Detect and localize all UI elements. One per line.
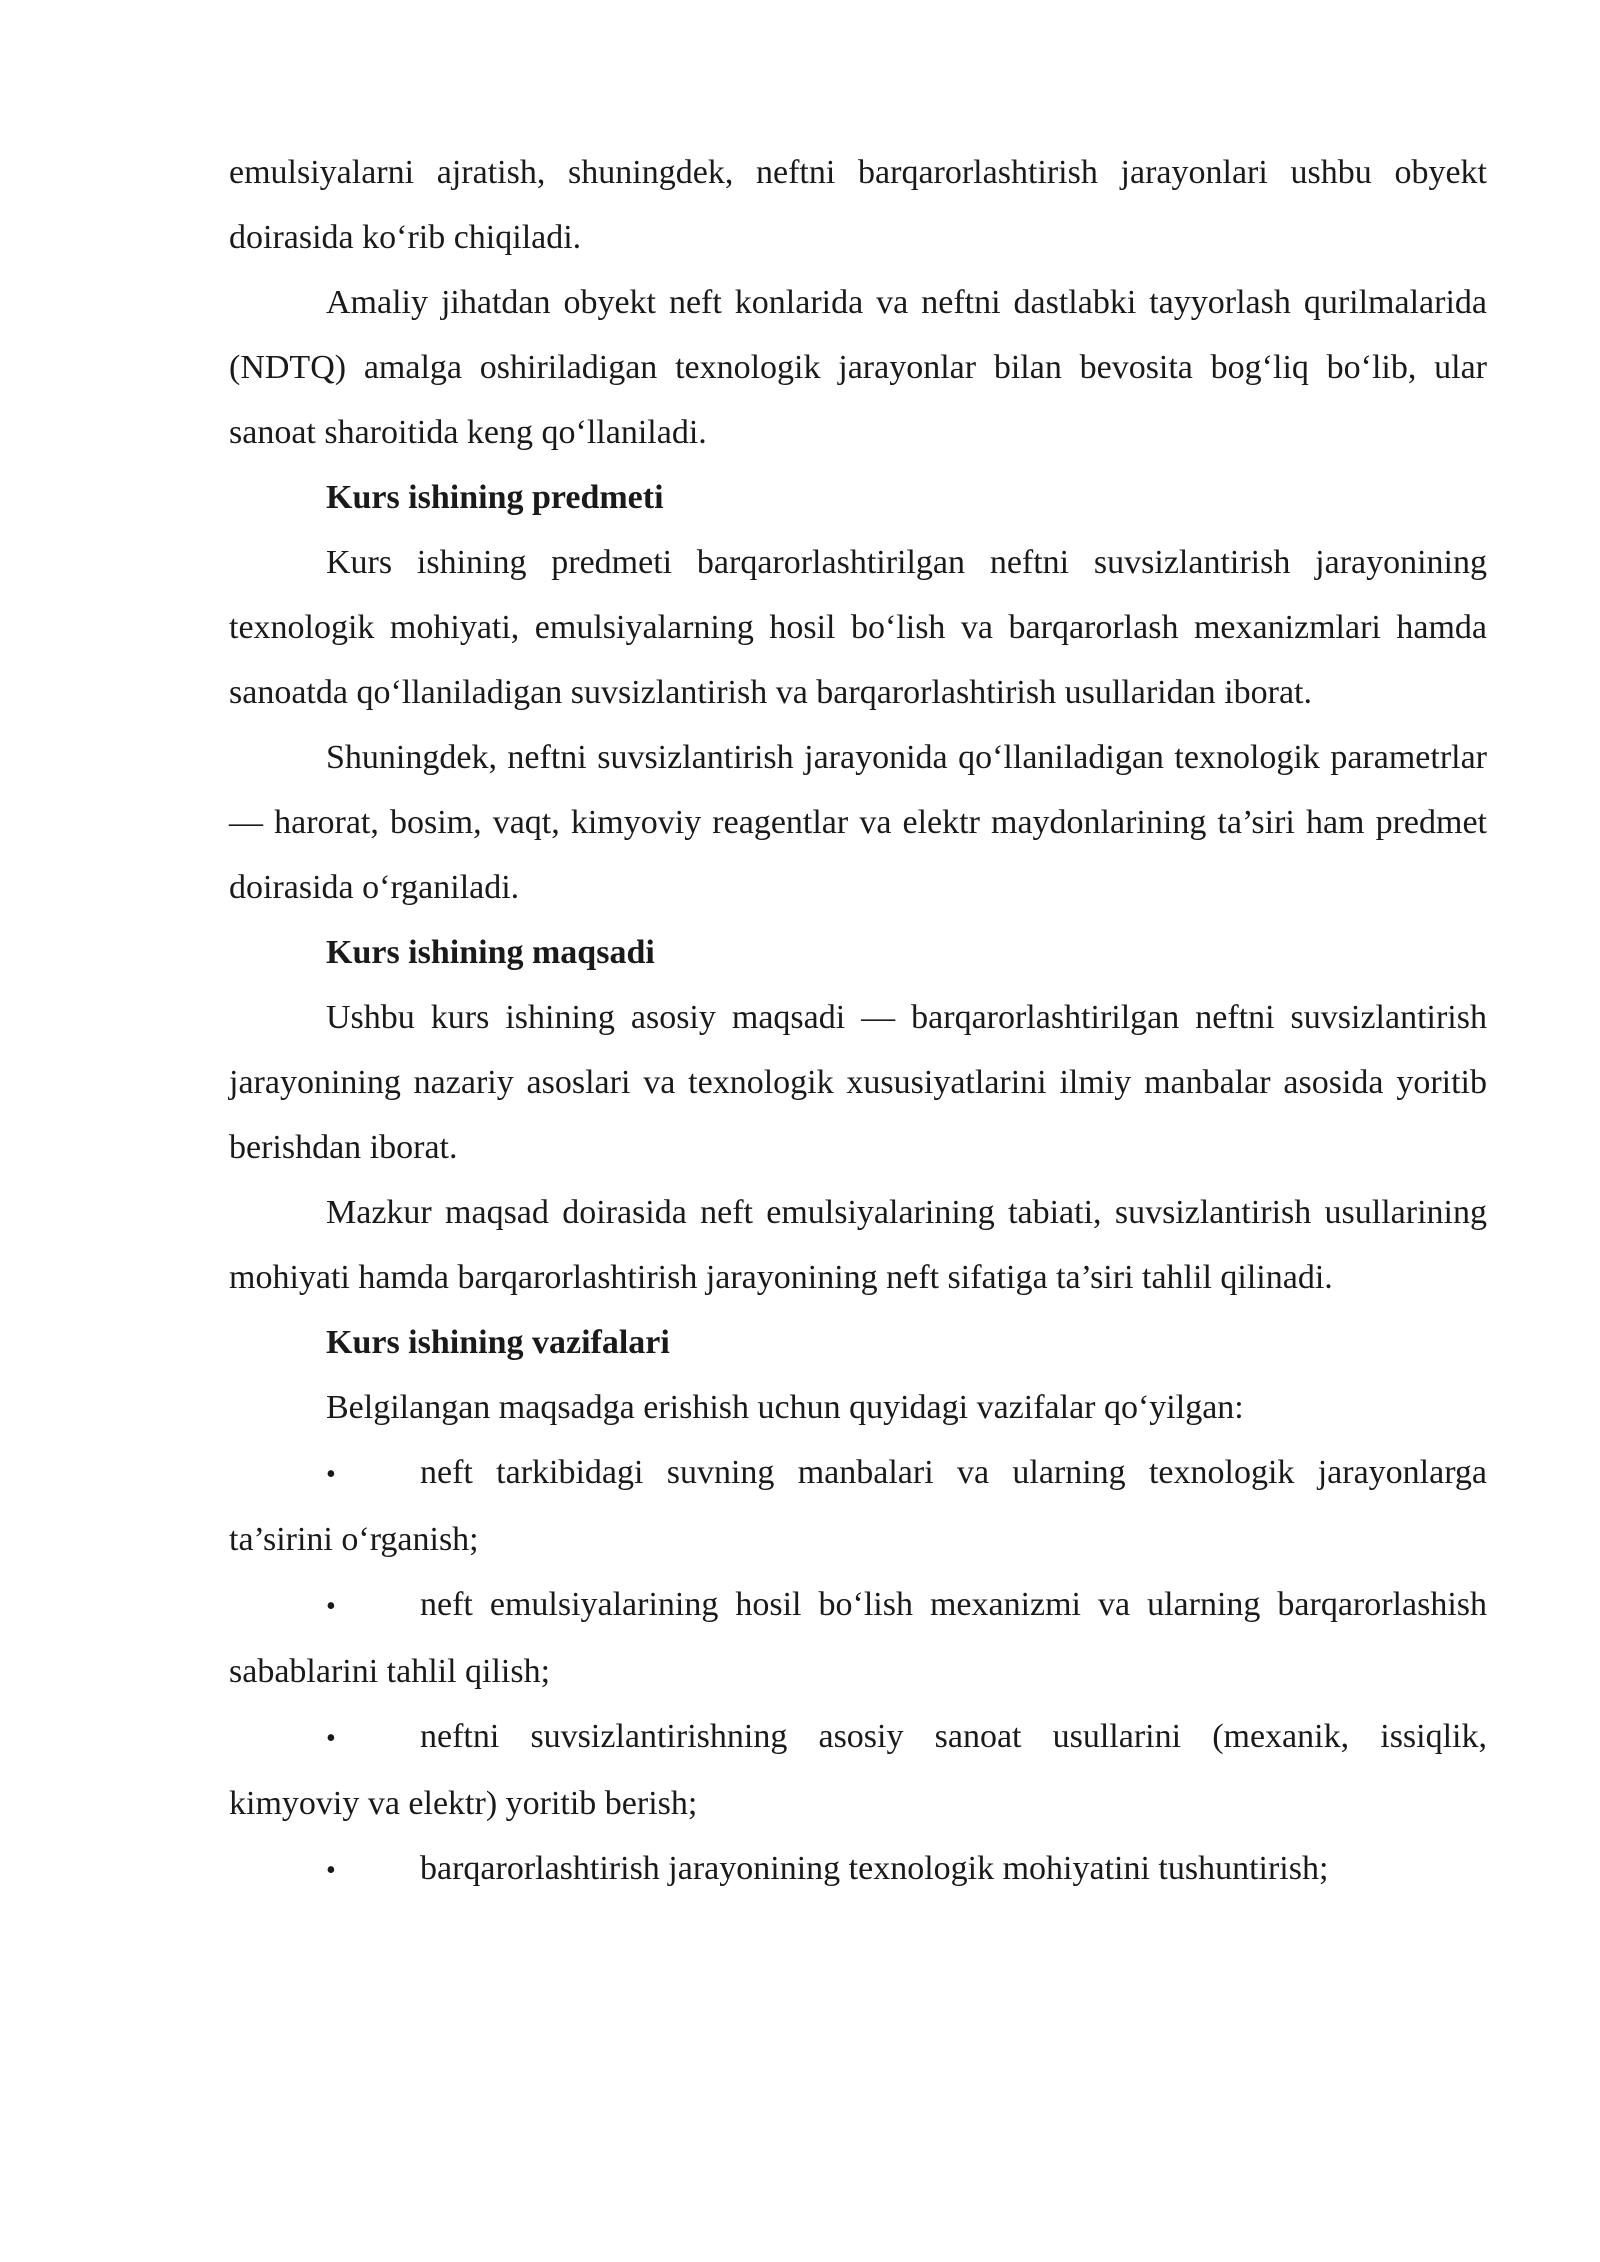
- paragraph-continuation: emulsiyalarni ajratish, shuningdek, neftni barqarorlashtirish jarayonlari ushbu obyekt doirasida ko‘rib chiqiladi.: [229, 154, 1487, 256]
- bullet-icon: •: [326, 1723, 336, 1754]
- list-item: [229, 1704, 1487, 1836]
- list-item: [229, 1572, 1487, 1704]
- list-item: [229, 1440, 1487, 1572]
- heading-subject: Kurs ishining predmeti: [326, 479, 664, 516]
- paragraph-goal: Ushbu kurs ishining asosiy maqsadi — barqarorlashtirilgan neftni suvsizlantirish jarayonining nazariy asoslari va texnologik xususiyatlarini ilmiy manbalar asosida yoritib berishdan iborat.: [229, 999, 1487, 1166]
- paragraph-subject: Kurs ishining predmeti barqarorlashtirilgan neftni suvsizlantirish jarayonining texnologik mohiyati, emulsiyalarning hosil bo‘lish va barqarorlash mexanizmlari hamda sanoatda qo‘llaniladigan suvsizlantirish va barqarorlashtirish usullaridan iborat.: [229, 544, 1487, 711]
- list-item-text: barqarorlashtirish jarayonining texnologik mohiyatini tushuntirish;: [420, 1850, 1329, 1887]
- list-item: [229, 1836, 1487, 1903]
- list-item-text: neft emulsiyalarining hosil bo‘lish mexanizmi va ularning barqarorlashish sabablarini tahlil qilish;: [229, 1586, 1487, 1690]
- list-item-text: neftni suvsizlantirishning asosiy sanoat usullarini (mexanik, issiqlik, kimyoviy va elektr) yoritib berish;: [229, 1718, 1487, 1822]
- bullet-icon: •: [326, 1855, 336, 1886]
- bullet-icon: •: [326, 1591, 336, 1622]
- heading-tasks: Kurs ishining vazifalari: [326, 1324, 670, 1361]
- heading-goal: Kurs ishining maqsadi: [326, 934, 655, 971]
- list-item-text: neft tarkibidagi suvning manbalari va ularning texnologik jarayonlarga ta’sirini o‘rganish;: [229, 1454, 1487, 1558]
- document-body: [229, 140, 1487, 1903]
- paragraph-practical-object: Amaliy jihatdan obyekt neft konlarida va neftni dastlabki tayyorlash qurilmalarida (NDTQ) amalga oshiriladigan texnologik jarayonlar bilan bevosita bog‘liq bo‘lib, ular sanoat sharoitida keng qo‘llaniladi.: [229, 284, 1487, 451]
- paragraph-tasks-intro: Belgilangan maqsadga erishish uchun quyidagi vazifalar qo‘yilgan:: [326, 1389, 1244, 1426]
- paragraph-goal-scope: Mazkur maqsad doirasida neft emulsiyalarining tabiati, suvsizlantirish usullarining mohiyati hamda barqarorlashtirish jarayonining neft sifatiga ta’siri tahlil qilinadi.: [229, 1194, 1487, 1296]
- paragraph-subject-parameters: Shuningdek, neftni suvsizlantirish jarayonida qo‘llaniladigan texnologik parametrlar — harorat, bosim, vaqt, kimyoviy reagentlar va elektr maydonlarining ta’siri ham predmet doirasida o‘rganiladi.: [229, 739, 1487, 906]
- bullet-icon: •: [326, 1459, 336, 1490]
